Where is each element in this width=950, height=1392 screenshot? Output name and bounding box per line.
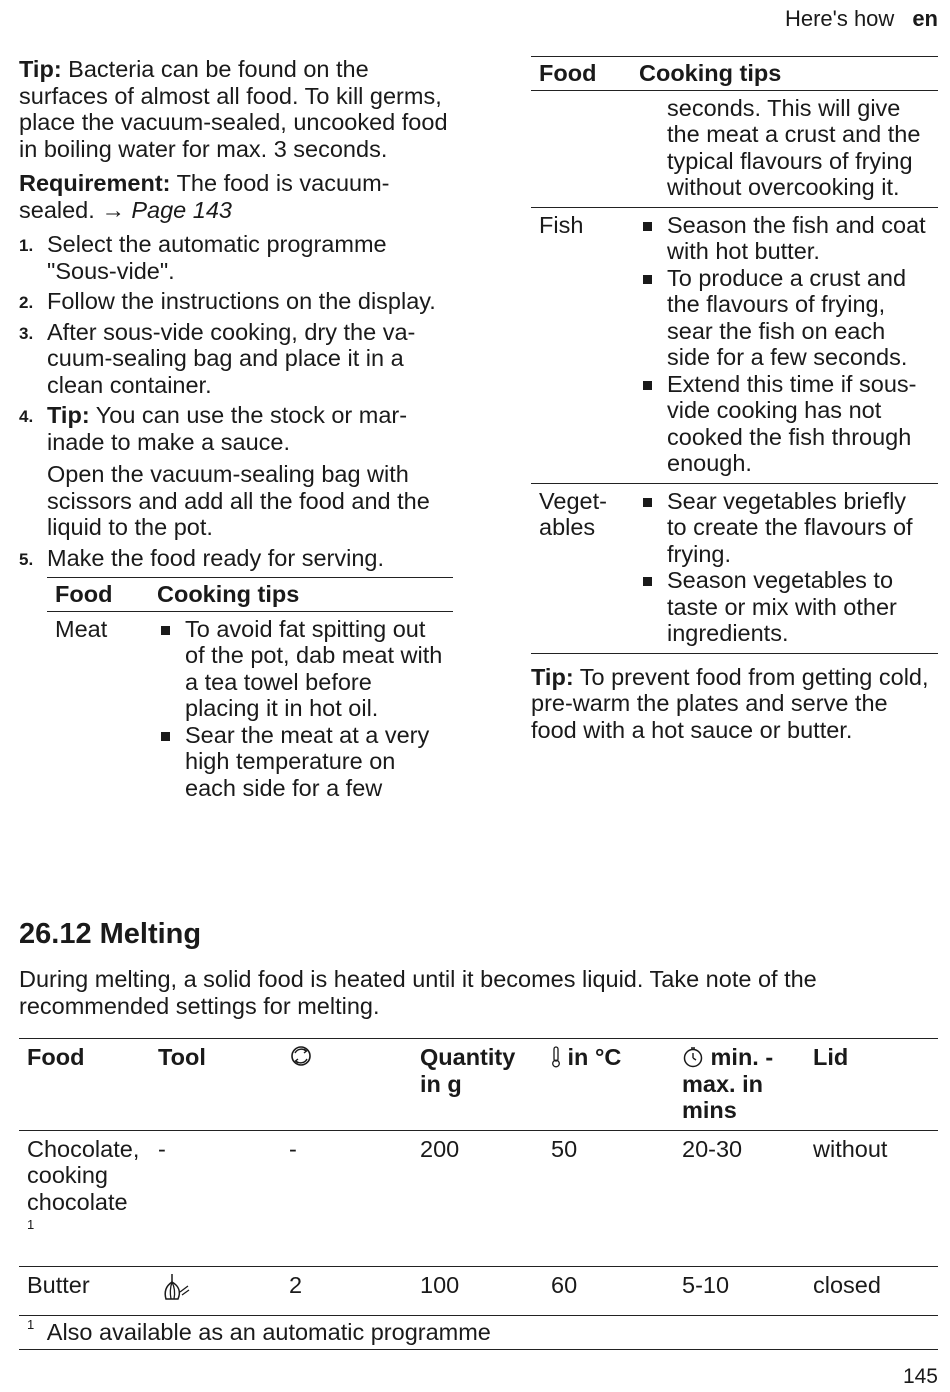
- table-row: [531, 207, 938, 483]
- timer-icon: [682, 1046, 704, 1068]
- table-row: [47, 611, 453, 807]
- column-header-food: Food: [19, 1039, 150, 1131]
- step-text: After sous-vide cooking, dry the vacuum-sealing bag and place it in a clean container.: [47, 318, 416, 398]
- section-heading-melting: 26.12 Melting: [19, 918, 202, 950]
- requirement-paragraph: [19, 170, 453, 223]
- time-cell: 20-30: [674, 1130, 805, 1266]
- running-header: [785, 6, 938, 33]
- column-header-cooking-tips: Cooking tips: [149, 578, 453, 612]
- tips-cell: [631, 483, 938, 653]
- tip-bullet: Season vegetables to taste or mix with other ingredients.: [639, 567, 930, 647]
- column-header-speed: [281, 1039, 412, 1131]
- table-row: [19, 1130, 938, 1266]
- step-number: 1.: [19, 236, 34, 255]
- tip-text: Bacteria can be found on the surfaces of almost all food. To kill germs, place the vacuum-sealed, uncooked food in boiling water for max. 3 seconds.: [19, 56, 448, 162]
- step-number: 5.: [19, 549, 34, 569]
- tip-bullet: To avoid fat spitting out of the pot, dab meat with a tea towel before placing it in hot oil.: [157, 616, 445, 722]
- continued-tip-text: seconds. This will give the meat a crust and the typical flavours of frying without overcooking it.: [631, 90, 938, 207]
- right-column: [531, 56, 938, 743]
- melting-settings-table: [19, 1038, 938, 1350]
- food-cell: Butter: [19, 1266, 150, 1316]
- column-header-temperature: [543, 1039, 674, 1131]
- table-row: [19, 1266, 938, 1316]
- melting-intro: During melting, a solid food is heated until it becomes liquid. Take note of the recommended settings for melting.: [19, 966, 817, 1019]
- tip-label: Tip:: [19, 56, 62, 82]
- quantity-cell: 200: [412, 1130, 543, 1266]
- header-language: en: [912, 6, 938, 31]
- column-header-time: [674, 1039, 805, 1131]
- temperature-cell: 60: [543, 1266, 674, 1316]
- lid-cell: closed: [805, 1266, 938, 1316]
- footnote-mark: 1: [27, 1317, 35, 1332]
- tip-bullet: Extend this time if sous-vide cooking has not cooked the fish through enough.: [639, 371, 930, 477]
- column-header-food: Food: [531, 57, 631, 91]
- tip-text: To prevent food from getting cold, pre-warm the plates and serve the food with a hot sauce or butter.: [531, 663, 929, 743]
- tips-cell: [149, 611, 453, 807]
- footnote-marker: 1: [27, 1217, 35, 1232]
- column-header-food: Food: [47, 578, 149, 612]
- step-tip-label: Tip:: [47, 402, 90, 428]
- step-subtext: Open the vacuum-sealing bag with scissors and add all the food and the liquid to the pot.: [47, 461, 430, 540]
- tip-bullet: Sear vegetables briefly to create the flavours of frying.: [639, 488, 930, 568]
- step-number: 3.: [19, 323, 34, 343]
- column-header-tool: Tool: [150, 1039, 281, 1131]
- whisk-icon: [158, 1272, 194, 1302]
- instruction-steps: [19, 231, 453, 571]
- speed-cell: -: [281, 1130, 412, 1266]
- tool-cell: -: [150, 1130, 281, 1266]
- footnote-cell: [19, 1316, 938, 1350]
- time-header-label: min. - max. in mins: [682, 1044, 774, 1123]
- food-cell: Fish: [531, 207, 631, 483]
- food-name: Chocolate, cooking chocolate: [27, 1135, 140, 1215]
- footnote-text: Also available as an automatic programme: [46, 1319, 491, 1345]
- step-item: [19, 231, 453, 284]
- quantity-cell: 100: [412, 1266, 543, 1316]
- table-row: [531, 90, 938, 207]
- tip-bullet: Season the fish and coat with hot butter.: [639, 212, 930, 265]
- header-section: Here's how: [784, 6, 895, 31]
- food-cell: Vegetables: [531, 483, 631, 653]
- speed-icon: [289, 1044, 313, 1068]
- temperature-cell: 50: [543, 1130, 674, 1266]
- step-number: 4.: [19, 407, 34, 426]
- page-reference-link[interactable]: → Page 143: [101, 196, 232, 223]
- footnote-row: [19, 1316, 938, 1350]
- column-header-lid: Lid: [805, 1039, 938, 1131]
- cooking-tips-table: [47, 577, 453, 807]
- serving-tip-paragraph: [531, 664, 938, 744]
- step-text: Follow the instructions on the display.: [47, 288, 436, 314]
- speed-cell: 2: [281, 1266, 412, 1316]
- tips-cell: [631, 207, 938, 483]
- time-cell: 5-10: [674, 1266, 805, 1316]
- table-row: [531, 483, 938, 653]
- requirement-text: The food is vacuum-sealed.: [19, 170, 390, 223]
- tool-cell: [150, 1266, 281, 1316]
- step-item: [19, 288, 453, 315]
- lid-cell: without: [805, 1130, 938, 1266]
- tip-bullet: Sear the meat at a very high temperature on each side for a few: [157, 722, 445, 802]
- step-number: 2.: [19, 293, 34, 312]
- step-item: [19, 402, 453, 541]
- tip-paragraph: [19, 56, 453, 162]
- temperature-unit-label: in °C: [567, 1044, 622, 1070]
- cooking-tips-table-continued: [531, 56, 938, 654]
- page-number: 145: [902, 1365, 938, 1388]
- food-cell: [19, 1130, 150, 1266]
- step-text: Make the food ready for serving.: [47, 544, 385, 571]
- step-text: You can use the stock or marinade to make a sauce.: [47, 402, 408, 455]
- step-text: Select the automatic programme "Sous-vide".: [47, 231, 387, 284]
- left-column: [19, 56, 453, 807]
- food-cell: Meat: [55, 615, 108, 642]
- requirement-label: Requirement:: [19, 170, 171, 196]
- tip-bullet: To produce a crust and the flavours of frying, sear the fish on each side for a few seconds.: [639, 265, 930, 371]
- thermometer-icon: [551, 1046, 561, 1068]
- tip-label: Tip:: [531, 663, 574, 690]
- step-item: [19, 545, 453, 572]
- column-header-quantity: Quantity in g: [412, 1039, 543, 1131]
- step-item: [19, 319, 453, 399]
- column-header-cooking-tips: Cooking tips: [631, 57, 938, 91]
